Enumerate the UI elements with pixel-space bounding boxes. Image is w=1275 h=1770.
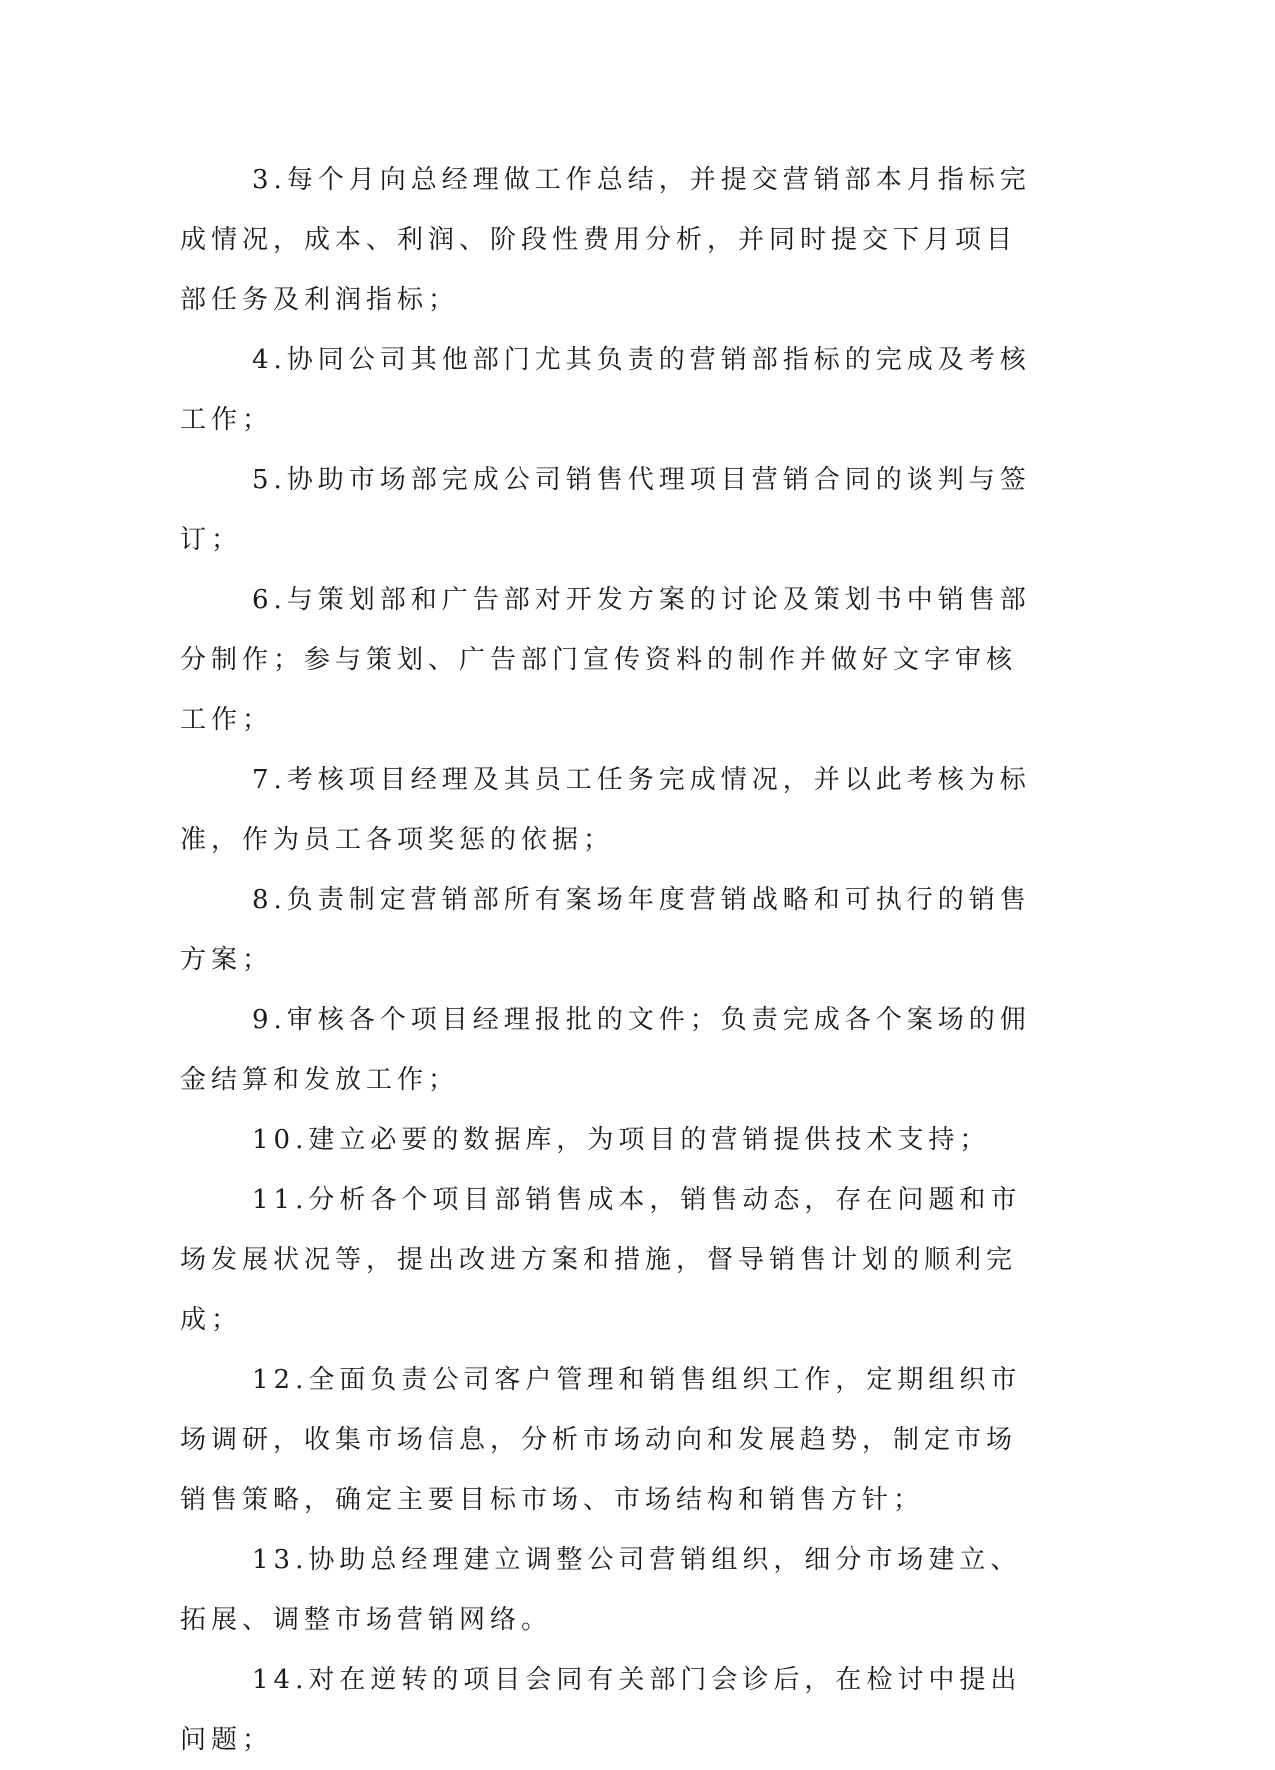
paragraph-item-7: 7.考核项目经理及其员工任务完成情况，并以此考核为标准，作为员工各项奖惩的依据；	[180, 765, 1031, 855]
paragraph-item-12: 12.全面负责公司客户管理和销售组织工作，定期组织市场调研，收集市场信息，分析市场动向和发展趋势，制定市场销售策略，确定主要目标市场、市场结构和销售方针；	[180, 1365, 1022, 1515]
document-body	[180, 150, 1040, 1770]
paragraph-item-3: 3.每个月向总经理做工作总结，并提交营销部本月指标完成情况，成本、利润、阶段性费用分析，并同时提交下月项目部任务及利润指标；	[180, 165, 1031, 315]
paragraph-item-6: 6.与策划部和广告部对开发方案的讨论及策划书中销售部分制作；参与策划、广告部门宣传资料的制作并做好文字审核工作；	[180, 585, 1031, 735]
paragraph-item-4: 4.协同公司其他部门尤其负责的营销部指标的完成及考核工作；	[180, 345, 1031, 435]
paragraph-item-9: 9.审核各个项目经理报批的文件；负责完成各个案场的佣金结算和发放工作；	[180, 1005, 1031, 1095]
paragraph-item-13: 13.协助总经理建立调整公司营销组织，细分市场建立、拓展、调整市场营销网络。	[180, 1545, 1022, 1635]
paragraph-item-10: 10.建立必要的数据库，为项目的营销提供技术支持；	[252, 1125, 991, 1155]
paragraph-item-11: 11.分析各个项目部销售成本，销售动态，存在问题和市场发展状况等，提出改进方案和措施，督导销售计划的顺利完成；	[180, 1185, 1022, 1335]
paragraph-item-14: 14.对在逆转的项目会同有关部门会诊后，在检讨中提出问题；	[180, 1665, 1022, 1755]
paragraph-item-5: 5.协助市场部完成公司销售代理项目营销合同的谈判与签订；	[180, 465, 1031, 555]
paragraph-item-8: 8.负责制定营销部所有案场年度营销战略和可执行的销售方案；	[180, 885, 1031, 975]
